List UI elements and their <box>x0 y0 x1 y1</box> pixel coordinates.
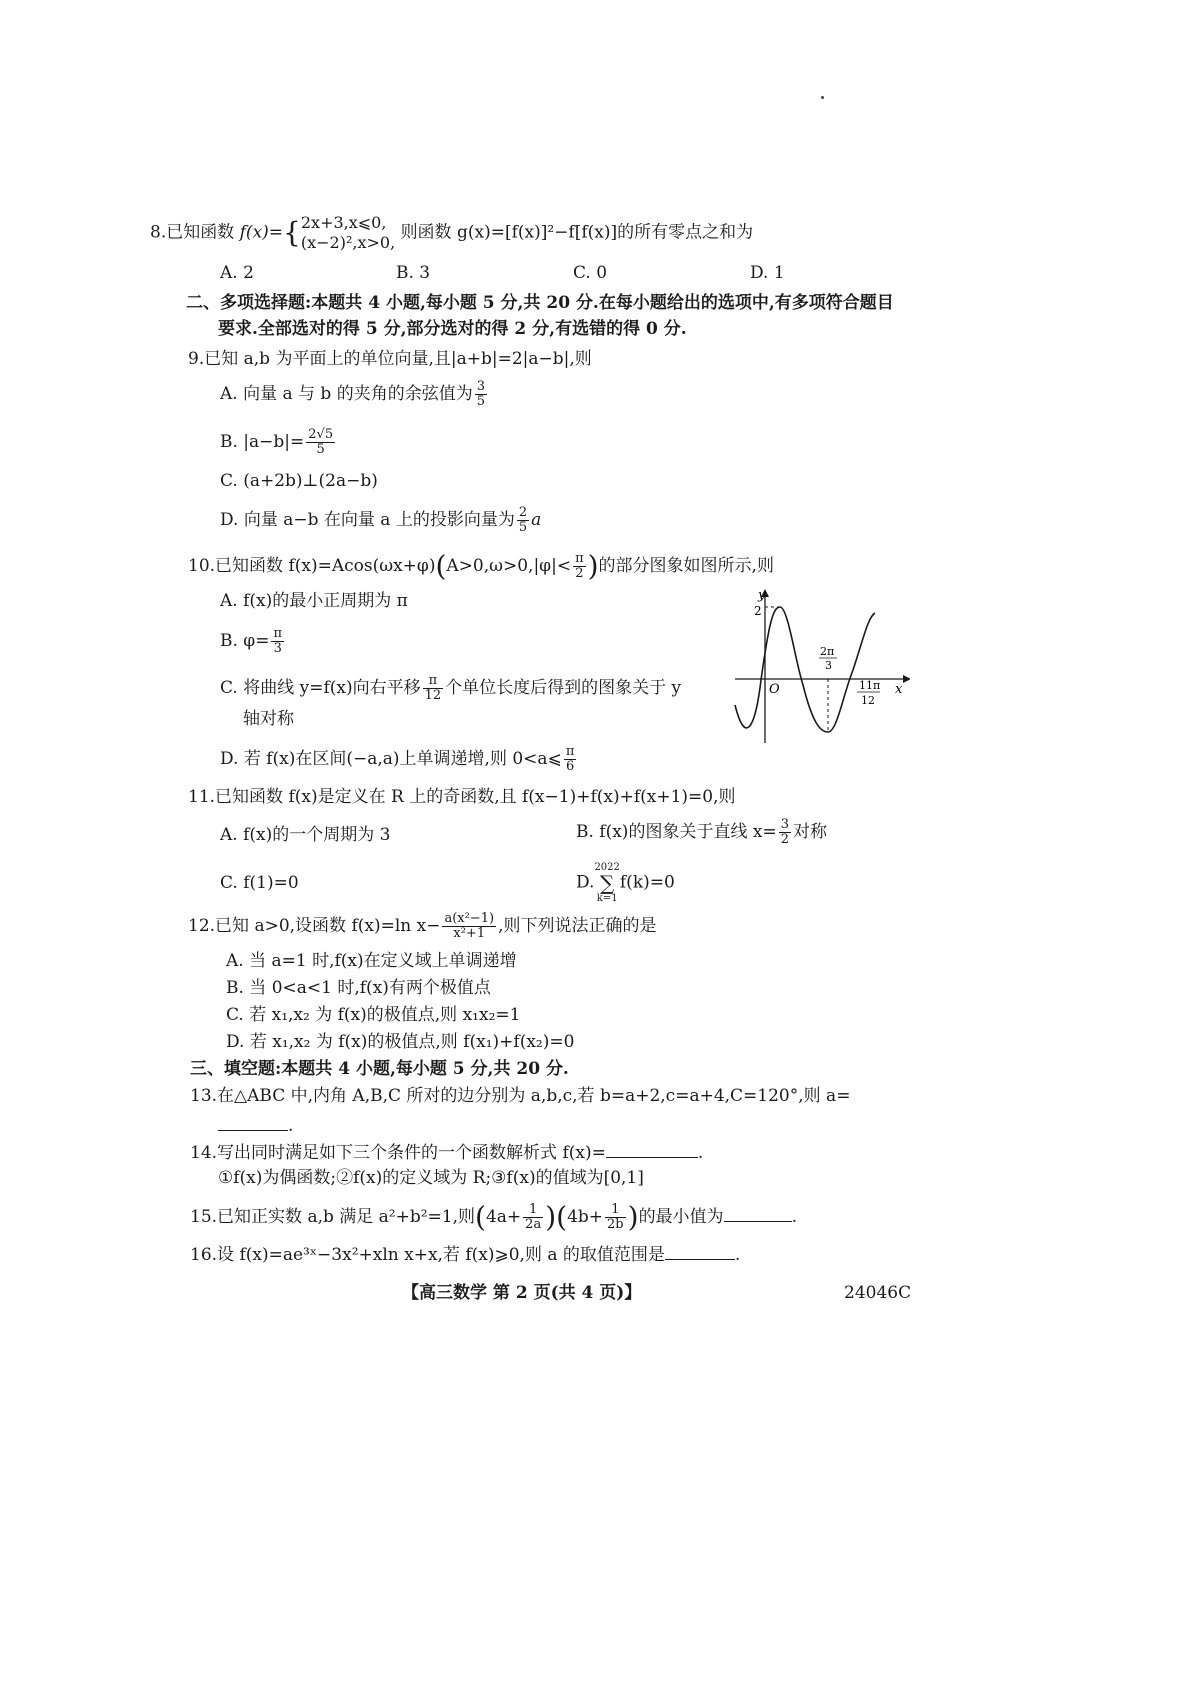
q9-stem: 9.已知 a,b 为平面上的单位向量,且|a+b|=2|a−b|,则 <box>188 349 592 369</box>
q10-option-a: A. f(x)的最小正周期为 π <box>220 591 408 611</box>
q11-option-a: A. f(x)的一个周期为 3 <box>220 825 391 845</box>
q11-option-d: D.2022 ∑ k=1f(k)=0 <box>576 862 675 904</box>
origin-label: O <box>769 682 780 697</box>
mark-11pi12-den: 12 <box>861 694 875 707</box>
q13-answer-blank: . <box>218 1114 293 1137</box>
section-2-instructions: 要求.全部选对的得 5 分,部分选对的得 2 分,有选错的得 0 分. <box>218 319 687 339</box>
q12-option-d: D. 若 x₁,x₂ 为 f(x)的极值点,则 f(x₁)+f(x₂)=0 <box>226 1032 575 1052</box>
q10-cosine-graph <box>725 585 910 745</box>
q12-option-a: A. 当 a=1 时,f(x)在定义域上单调递增 <box>226 951 517 971</box>
section-3-heading: 三、填空题:本题共 4 小题,每小题 5 分,共 20 分. <box>190 1059 569 1079</box>
q10-option-b: B. φ= $\frac{\pi}{3}$ <box>220 626 282 656</box>
x-axis-arrow <box>903 675 910 683</box>
q13-stem: 13.在△ABC 中,内角 A,B,C 所对的边分别为 a,b,c,若 b=a+2,c=a+4,C=120°,则 a= <box>190 1086 851 1106</box>
scan-speck <box>821 96 824 99</box>
q10-stem: 10.已知函数 f(x)=Acos(ωx+φ)(A>0,ω>0,|φ|< $\frac{\pi}{2}$ )的部分图象如图所示,则 <box>188 549 774 583</box>
q8-stem: 8.已知函数 f(x)={ 2x+3,x⩽0, (x−2)²,x>0, 则函数 g(x)=[f(x)]²−f[f(x)]的所有零点之和为 <box>150 213 754 252</box>
q15-stem: 15.已知正实数 a,b 满足 a²+b²=1,则(4a+ $\frac{1}{2a}$ )(4b+ $\frac{1}{2b}$ )的最小值为 . <box>190 1200 797 1234</box>
footer-exam-code: 24046C <box>844 1283 912 1303</box>
q10-option-d: D. 若 f(x)在区间(−a,a)上单调递增,则 0<a⩽ $\frac{\pi}{6}$ <box>220 744 575 774</box>
q8-option-a: A. 2 <box>220 263 254 283</box>
mark-2pi3-den: 3 <box>825 659 832 672</box>
mark-11pi12-num: 11π <box>859 679 881 692</box>
q8-option-d: D. 1 <box>750 263 785 283</box>
q9-option-c: C. (a+2b)⊥(2a−b) <box>220 471 378 491</box>
q9-option-d: D. 向量 a−b 在向量 a 上的投影向量为 $\frac{2}{5}$ a <box>220 505 542 535</box>
q12-option-b: B. 当 0<a<1 时,f(x)有两个极值点 <box>226 978 491 998</box>
q16-stem: 16.设 f(x)=ae³ˣ−3x²+xln x+x,若 f(x)⩾0,则 a 的取值范围是 . <box>190 1245 741 1265</box>
q12-stem: 12.已知 a>0,设函数 f(x)=ln x− $\frac{\text{a(x²−1)}}{\text{x²+1}}$ ,则下列说法正确的是 <box>188 911 657 941</box>
q8-option-b: B. 3 <box>396 263 431 283</box>
mark-2pi3-num: 2π <box>820 645 835 658</box>
q8-option-c: C. 0 <box>573 263 608 283</box>
x-axis-label: x <box>895 682 903 697</box>
q10-option-c-cont: 轴对称 <box>243 709 294 729</box>
q9-option-b: B. |a−b|= $\frac{2√5}{5}$ <box>220 427 334 457</box>
y-tick-2: 2 <box>754 604 762 618</box>
graph-curve <box>735 607 875 732</box>
q11-stem: 11.已知函数 f(x)是定义在 R 上的奇函数,且 f(x−1)+f(x)+f(x+1)=0,则 <box>188 787 736 807</box>
footer-page-label: 【高三数学 第 2 页(共 4 页)】 <box>402 1283 642 1303</box>
q12-option-c: C. 若 x₁,x₂ 为 f(x)的极值点,则 x₁x₂=1 <box>226 1005 521 1025</box>
y-axis-label: y <box>758 588 766 603</box>
q11-option-c: C. f(1)=0 <box>220 873 299 893</box>
q11-option-b: B. f(x)的图象关于直线 x= $\frac{3}{2}$ 对称 <box>576 817 827 847</box>
q14-conditions: ①f(x)为偶函数;②f(x)的定义域为 R;③f(x)的值域为[0,1] <box>218 1168 644 1188</box>
q10-option-c: C. 将曲线 y=f(x)向右平移 $\frac{\pi}{12}$ 个单位长度后得到的图象关于 y <box>220 673 682 703</box>
q9-option-a: A. 向量 a 与 b 的夹角的余弦值为 $\frac{3}{5}$ <box>220 379 485 409</box>
q14-stem: 14.写出同时满足如下三个条件的一个函数解析式 f(x)= . <box>190 1143 704 1163</box>
section-2-heading: 二、多项选择题:本题共 4 小题,每小题 5 分,共 20 分.在每小题给出的选项中,有多项符合题目 <box>186 293 894 313</box>
